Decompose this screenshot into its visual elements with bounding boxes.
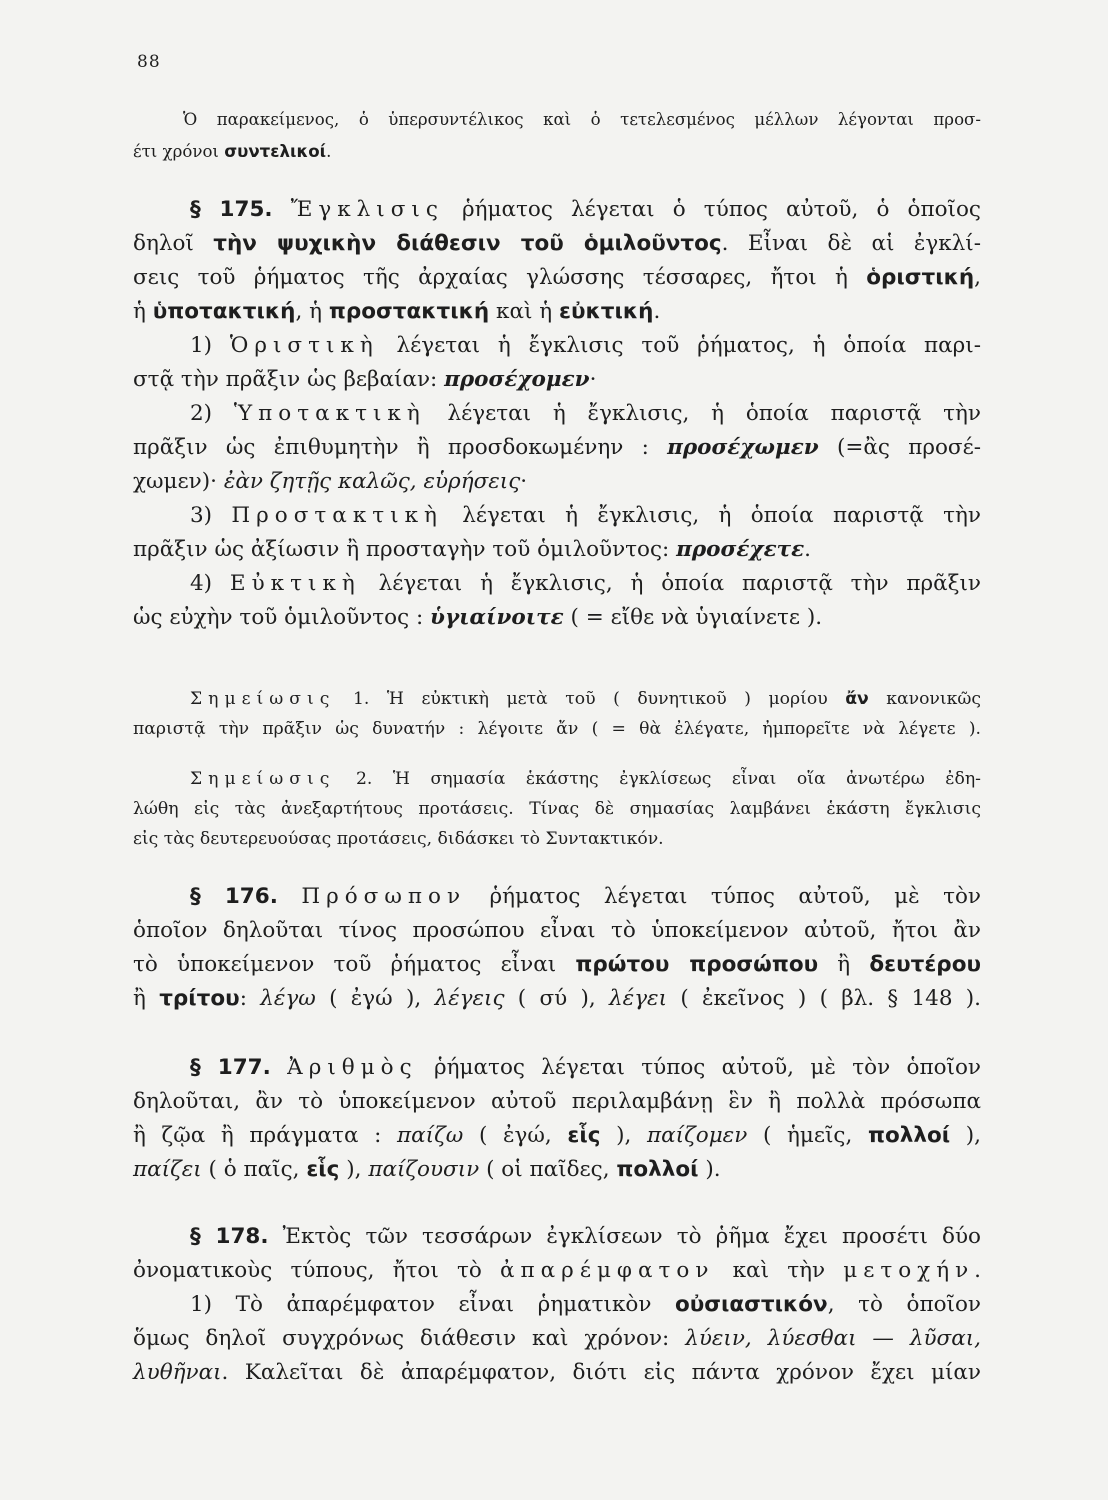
- text-line: § 178. Ἐκτὸς τῶν τεσσάρων ἐγκλίσεων τὸ ῥῆμα ἔχει προσέτι δύο: [190, 1224, 981, 1249]
- page-number: 88: [137, 52, 161, 72]
- text-line: δηλοῦται, ἂν τὸ ὑποκείμενον αὐτοῦ περιλαμβάνῃ ἓν ἢ πολλὰ πρόσωπα: [133, 1089, 981, 1114]
- section-177: [133, 1051, 981, 1187]
- section-number: § 176.: [190, 884, 278, 909]
- text-line: έτι χρόνοι συντελικοί.: [133, 142, 332, 161]
- text-line: ὀνοματικοὺς τύπους, ἤτοι τὸ ἀπαρέμφατον καὶ τὴν μετοχήν.: [133, 1258, 982, 1283]
- text-line: παίζει ( ὁ παῖς, εἷς ), παίζουσιν ( οἱ παῖδες, πολλοί ).: [133, 1157, 721, 1182]
- text-line: Σημείωσις 2. Ἡ σημασία ἑκάστης ἐγκλίσεως εἶναι οἵα ἀνωτέρω ἐδη-: [190, 769, 981, 789]
- section-title: Ἀριθμὸς: [287, 1055, 418, 1080]
- text-line: 3) Προστακτικὴ λέγεται ἡ ἔγκλισις, ἡ ὁποία παριστᾷ τὴν: [190, 503, 981, 528]
- note-1: [133, 684, 981, 744]
- text-line: 2) Ὑποτακτικὴ λέγεται ἡ ἔγκλισις, ἡ ὁποία παριστᾷ τὴν: [190, 401, 982, 426]
- text-line: ἢ τρίτου: λέγω ( ἐγώ ), λέγεις ( σύ ), λέγει ( ἐκεῖνος ) ( βλ. § 148 ).: [133, 986, 982, 1011]
- text-line: ὅμως δηλοῖ συγχρόνως διάθεσιν καὶ χρόνον: λύειν, λύεσθαι — λῦσαι,: [133, 1326, 982, 1351]
- text-line: § 175. Ἔγκλισις ῥήματος λέγεται ὁ τύπος αὐτοῦ, ὁ ὁποῖος: [190, 197, 981, 222]
- text-line: λυθῆναι. Καλεῖται δὲ ἀπαρέμφατον, διότι εἰς πάντα χρόνον ἔχει μίαν: [133, 1360, 981, 1385]
- text-line: στᾷ τὴν πρᾶξιν ὡς βεβαίαν: προσέχομεν·: [133, 367, 597, 392]
- text-line: λώθη εἰς τὰς ἀνεξαρτήτους προτάσεις. Τίνας δὲ σημασίας λαμβάνει ἑκάστη ἔγκλισις: [133, 799, 981, 819]
- intro-paragraph: [133, 104, 981, 168]
- text-line: ὡς εὐχὴν τοῦ ὁμιλοῦντος : ὑγιαίνοιτε ( = εἴθε νὰ ὑγιαίνετε ).: [133, 605, 823, 630]
- text-line: Σημείωσις 1. Ἡ εὐκτικὴ μετὰ τοῦ ( δυνητικοῦ ) μορίου ἄν κανονικῶς: [190, 689, 981, 709]
- text-line: πρᾶξιν ὡς ἐπιθυμητὴν ἢ προσδοκωμένην : προσέχωμεν (=ἂς προσέ-: [133, 435, 981, 460]
- text-line: 1) Ὁριστικὴ λέγεται ἡ ἔγκλισις τοῦ ῥήματος, ἡ ὁποία παρι-: [190, 333, 981, 358]
- section-number: § 177.: [190, 1055, 271, 1080]
- text-line: § 177. Ἀριθμὸς ῥήματος λέγεται τύπος αὐτοῦ, μὲ τὸν ὁποῖον: [190, 1055, 981, 1080]
- text-line: Ὁ παρακείμενος, ὁ ὑπερσυντέλικος καὶ ὁ τετελεσμένος μέλλων λέγονται προσ-: [183, 110, 981, 129]
- section-number: § 178.: [190, 1224, 269, 1249]
- text-line: τὸ ὑποκείμενον τοῦ ῥήματος εἶναι πρώτου προσώπου ἢ δευτέρου: [133, 952, 981, 977]
- section-176: [133, 880, 981, 1016]
- text-line: παριστᾷ τὴν πρᾶξιν ὡς δυνατήν : λέγοιτε ἄν ( = θὰ ἐλέγατε, ἠμπορεῖτε νὰ λέγετε ).: [133, 719, 981, 739]
- text-line: δηλοῖ τὴν ψυχικὴν διάθεσιν τοῦ ὁμιλοῦντος. Εἶναι δὲ αἱ ἐγκλί-: [133, 231, 981, 256]
- section-title: Πρόσωπον: [301, 884, 467, 909]
- section-number: § 175.: [190, 197, 273, 222]
- note-2: [133, 764, 981, 854]
- text-line: § 176. Πρόσωπον ῥήματος λέγεται τύπος αὐτοῦ, μὲ τὸν: [190, 884, 981, 909]
- text-line: 4) Εὐκτικὴ λέγεται ἡ ἔγκλισις, ἡ ὁποία παριστᾷ τὴν πρᾶξιν: [190, 571, 981, 596]
- text-line: πρᾶξιν ὡς ἀξίωσιν ἢ προσταγὴν τοῦ ὁμιλοῦντος: προσέχετε.: [133, 537, 812, 562]
- section-title: Ἔγκλισις: [290, 197, 444, 222]
- text-line: χωμεν)· ἐὰν ζητῇς καλῶς, εὑρήσεις·: [133, 469, 528, 494]
- text-line: σεις τοῦ ῥήματος τῆς ἀρχαίας γλώσσης τέσσαρες, ἤτοι ἡ ὁριστική,: [133, 265, 981, 290]
- text-line: ἡ ὑποτακτική, ἡ προστακτική καὶ ἡ εὐκτική.: [133, 299, 661, 324]
- text-line: 1) Τὸ ἀπαρέμφατον εἶναι ῥηματικὸν οὐσιαστικόν, τὸ ὁποῖον: [190, 1292, 981, 1317]
- text-line: ὁποῖον δηλοῦται τίνος προσώπου εἶναι τὸ ὑποκείμενον αὐτοῦ, ἤτοι ἂν: [133, 918, 981, 943]
- text-line: εἰς τὰς δευτερευούσας προτάσεις, διδάσκει τὸ Συντακτικόν.: [133, 829, 664, 849]
- section-175: [133, 193, 981, 635]
- section-178: [133, 1220, 981, 1390]
- text-line: ἢ ζῷα ἢ πράγματα : παίζω ( ἐγώ, εἷς ), παίζομεν ( ἡμεῖς, πολλοί ),: [133, 1123, 981, 1148]
